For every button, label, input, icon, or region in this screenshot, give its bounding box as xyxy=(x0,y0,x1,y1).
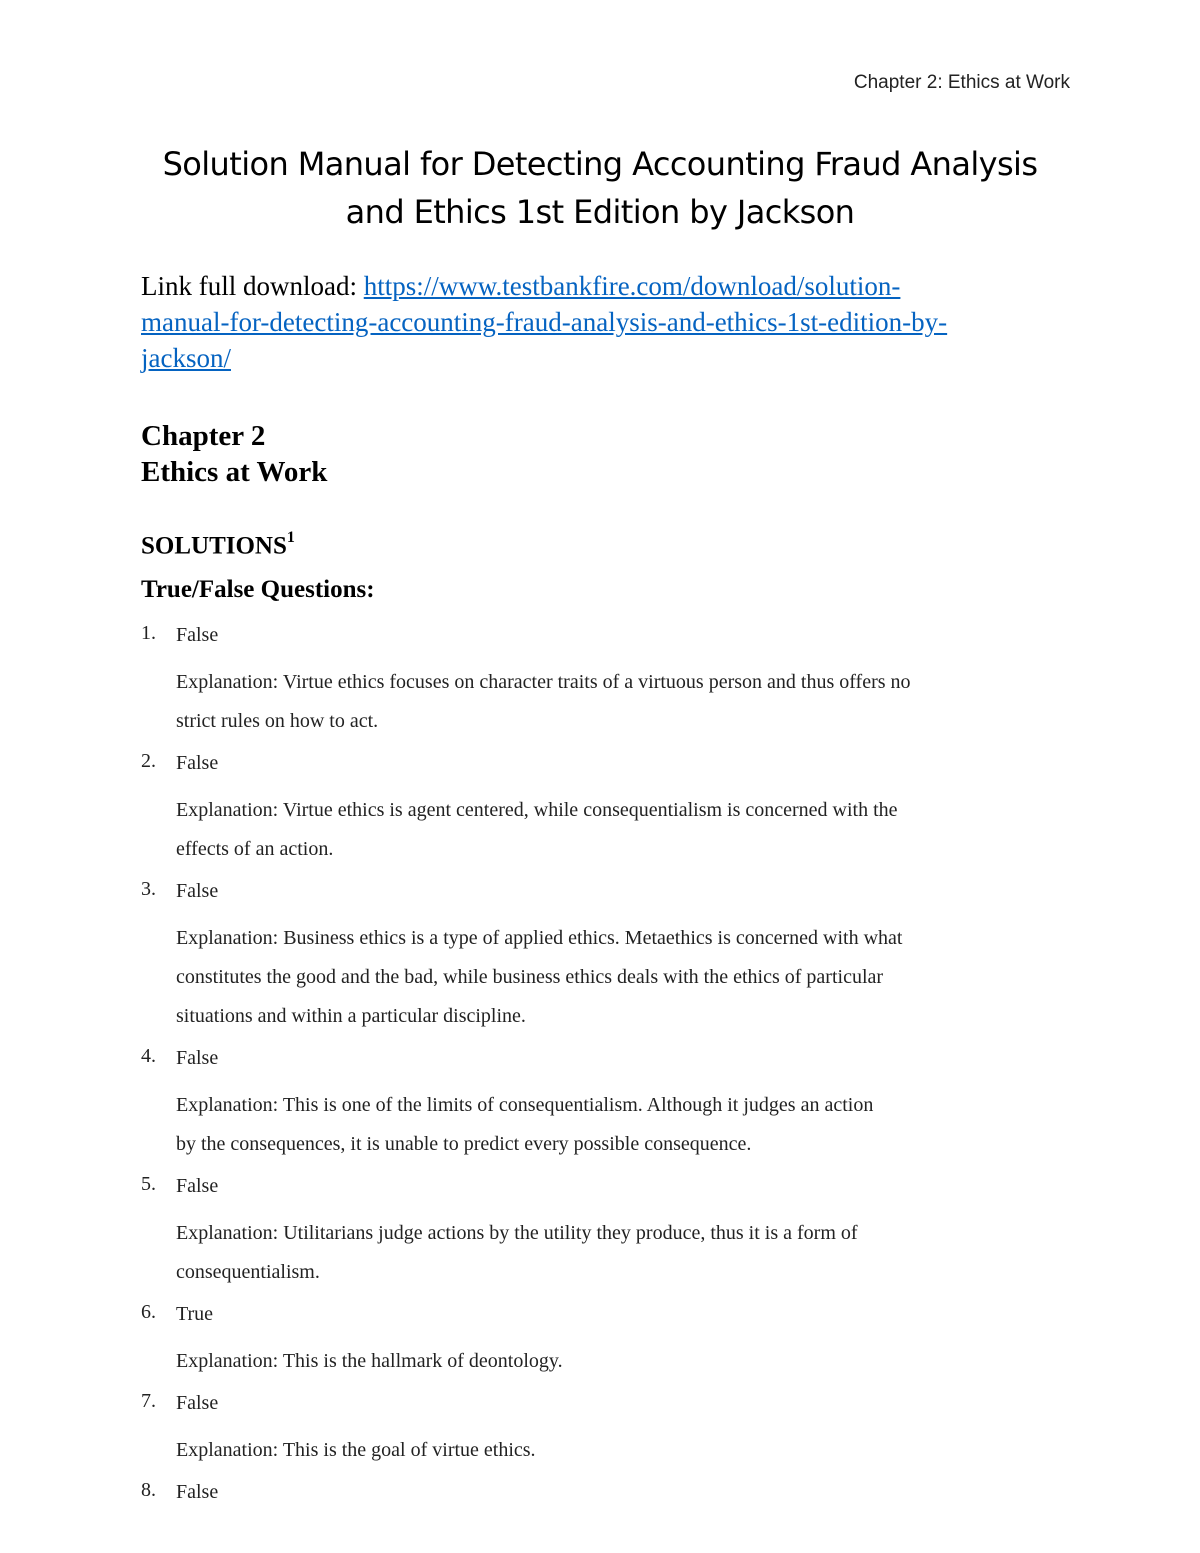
item-answer: False xyxy=(176,1047,219,1069)
download-link-part-3[interactable]: jackson/ xyxy=(141,343,231,373)
list-item xyxy=(141,1173,1061,1292)
item-explanation xyxy=(176,919,1061,1036)
title-line-2: and Ethics 1st Edition by Jackson xyxy=(345,193,855,231)
explanation-line: strict rules on how to act. xyxy=(176,710,379,732)
item-answer: False xyxy=(176,1481,219,1503)
download-line-3 xyxy=(141,340,1081,376)
item-answer: True xyxy=(176,1303,214,1325)
explanation-line: Explanation: This is the goal of virtue ethics. xyxy=(176,1439,536,1461)
footnote-ref: 1 xyxy=(286,529,295,546)
item-answer: False xyxy=(176,752,219,774)
explanation-line: situations and within a particular discipline. xyxy=(176,1005,526,1027)
download-line-2 xyxy=(141,304,1081,340)
item-explanation xyxy=(176,663,1061,741)
list-item xyxy=(141,1301,1061,1381)
list-item xyxy=(141,1045,1061,1164)
solutions-heading xyxy=(141,531,295,560)
item-explanation xyxy=(176,1086,1061,1164)
explanation-line: Explanation: Business ethics is a type of applied ethics. Metaethics is concerned with what xyxy=(176,927,903,949)
list-item xyxy=(141,622,1061,741)
item-explanation xyxy=(176,1342,1061,1381)
item-explanation xyxy=(176,1214,1061,1292)
item-explanation xyxy=(176,1431,1061,1470)
item-number: 2. xyxy=(141,750,156,772)
item-number: 1. xyxy=(141,622,156,644)
item-explanation xyxy=(176,791,1061,869)
item-answer: False xyxy=(176,880,219,902)
explanation-line: Explanation: This is the hallmark of deontology. xyxy=(176,1350,563,1372)
download-link-block xyxy=(141,268,1081,376)
explanation-line: Explanation: Virtue ethics focuses on character traits of a virtuous person and thus offers no xyxy=(176,671,911,693)
list-item xyxy=(141,878,1061,1036)
chapter-number: Chapter 2 xyxy=(141,420,266,452)
solutions-label: SOLUTIONS xyxy=(141,532,287,560)
download-label: Link full download: xyxy=(141,271,364,301)
explanation-line: consequentialism. xyxy=(176,1261,320,1283)
list-item xyxy=(141,1479,1061,1505)
item-number: 6. xyxy=(141,1301,156,1323)
item-answer: False xyxy=(176,1392,219,1414)
explanation-line: Explanation: Virtue ethics is agent centered, while consequentialism is concerned with the xyxy=(176,799,898,821)
explanation-line: by the consequences, it is unable to predict every possible consequence. xyxy=(176,1133,752,1155)
download-link-part-2[interactable]: manual-for-detecting-accounting-fraud-analysis-and-ethics-1st-edition-by- xyxy=(141,307,948,337)
item-answer: False xyxy=(176,1175,219,1197)
section-heading: True/False Questions: xyxy=(141,576,375,603)
item-answer: False xyxy=(176,624,219,646)
chapter-name: Ethics at Work xyxy=(141,456,328,488)
item-number: 5. xyxy=(141,1173,156,1195)
download-line-1 xyxy=(141,268,1081,304)
download-link-part-1[interactable]: https://www.testbankfire.com/download/solution- xyxy=(363,271,901,301)
document-title xyxy=(100,140,1100,236)
item-number: 8. xyxy=(141,1479,156,1501)
item-number: 7. xyxy=(141,1390,156,1412)
explanation-line: constitutes the good and the bad, while business ethics deals with the ethics of particular xyxy=(176,966,884,988)
chapter-heading xyxy=(141,418,327,490)
answer-list xyxy=(141,622,1061,1505)
item-number: 4. xyxy=(141,1045,156,1067)
title-line-1: Solution Manual for Detecting Accounting Fraud Analysis xyxy=(162,145,1038,183)
explanation-line: Explanation: Utilitarians judge actions by the utility they produce, thus it is a form of xyxy=(176,1222,858,1244)
running-header: Chapter 2: Ethics at Work xyxy=(853,72,1070,93)
explanation-line: Explanation: This is one of the limits of consequentialism. Although it judges an action xyxy=(176,1094,874,1116)
list-item xyxy=(141,1390,1061,1470)
list-item xyxy=(141,750,1061,869)
item-number: 3. xyxy=(141,878,156,900)
explanation-line: effects of an action. xyxy=(176,838,334,860)
